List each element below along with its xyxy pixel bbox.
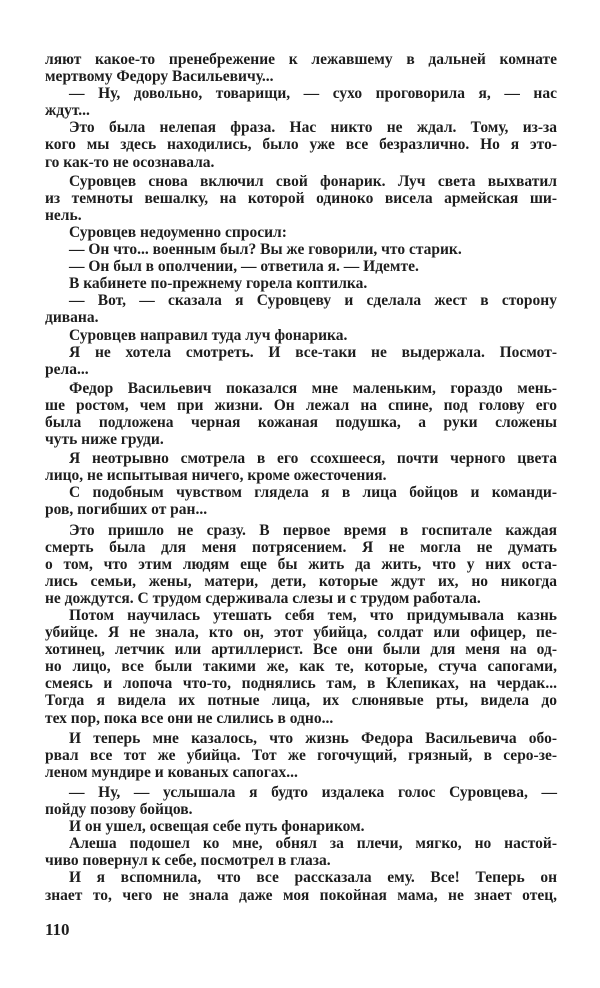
text-line: И он ушел, освещая себе путь фонариком. [69,818,365,836]
text-line: пойду позову бойцов. [45,801,193,819]
text-line: го как-то не осознавала. [45,153,215,171]
text-line: Суровцев направил туда луч фонарика. [69,326,348,344]
text-line: смеясь и лопоча что-то, поднялись там, в Клепиках, на чердак... [45,675,557,693]
paragraph [45,258,557,275]
text-line: С подобным чувством глядела я в лица бойцов и команди- [69,484,557,502]
paragraph [45,380,557,448]
text-line: Тогда я видела их потные лица, их слюнявые рты, видела до [45,692,557,710]
text-line: И я вспомнила, что все рассказала ему. Все! Теперь он [69,869,557,887]
paragraph [45,730,557,781]
text-line: Я неотрывно смотрела в его ссохшееся, почти черного цвета [69,450,557,468]
text-line: — Вот, — сказала я Суровцеву и сделала жест в сторону [69,292,557,310]
page-body-text [45,51,557,904]
text-line: тех пор, пока все они не слились в одно... [45,709,334,727]
text-line: Потом научилась утешать себя тем, что придумывала казнь [69,607,557,624]
paragraph [45,522,557,607]
text-line: хотинец, летчик или артиллерист. Все они были для меня на од- [45,641,557,659]
text-line: из темноты вешалку, на которой одиноко висела армейская ши- [45,189,557,207]
text-line: ляют какое-то пренебрежение к лежавшему в дальней комнате [45,51,557,68]
text-line: Суровцев снова включил свой фонарик. Луч света выхватил [69,172,557,190]
text-line: рвал все тот же убийца. Тот же гогочущий, грязный, в серо-зе- [45,746,557,764]
paragraph [45,85,557,119]
text-line: Алеша подошел ко мне, обнял за плечи, мягко, но настой- [69,835,557,853]
paragraph [45,484,557,518]
text-line: ров, погибших от ран... [45,501,208,519]
page-number: 110 [45,920,70,939]
text-line: нель. [45,206,82,224]
paragraph [45,450,557,484]
paragraph [45,818,557,835]
text-line: — Ну, — услышала я будто издалека голос Суровцева, — [69,783,557,801]
paragraph [45,835,557,869]
paragraph [45,224,557,241]
text-line: чиво повернул к себе, посмотрел в глаза. [45,852,331,870]
paragraph [45,241,557,258]
text-line: Это была нелепая фраза. Нас никто не ждал. Тому, из-за [69,119,557,137]
text-line: была подложена черная кожаная подушка, а руки сложены [45,413,557,431]
text-line: — Ну, довольно, товарищи, — сухо проговорила я, — нас [69,85,557,103]
text-line: но лицо, все были такими же, как те, которые, стуча сапогами, [45,658,557,676]
paragraph [45,292,557,326]
text-line: ждут... [45,102,90,120]
paragraph [45,327,557,344]
paragraph [45,607,557,727]
text-line: лицо, не испытывая ничего, кроме ожесточения. [45,467,387,485]
paragraph [45,275,557,292]
text-line: Я не хотела смотреть. И все-таки не выдержала. Посмот- [69,343,557,361]
paragraph [45,869,557,903]
paragraph [45,173,557,224]
paragraph [45,51,557,85]
text-line: лись семьи, жены, матери, дети, которые ждут их, но никогда [45,572,557,590]
text-line: кого мы здесь находились, было уже все безразлично. Но я это- [45,136,557,154]
text-line: леном мундире и кованых сапогах... [45,763,298,781]
text-line: убийце. Я не знала, кто он, этот убийца, солдат или офицер, пе- [45,624,557,642]
text-line: В кабинете по-прежнему горела коптилка. [69,275,368,293]
text-line: — Он был в ополчении, — ответила я. — Идемте. [69,258,419,276]
text-line: Суровцев недоуменно спросил: [69,223,287,241]
text-line: смерть была для меня потрясением. Я не могла не думать [45,538,557,556]
text-line: — Он что... военным был? Вы же говорили, что старик. [69,241,462,259]
text-line: рела... [45,360,89,378]
paragraph [45,344,557,378]
text-line: ше ростом, чем при жизни. Он лежал на спине, под голову его [45,396,557,414]
paragraph [45,784,557,818]
text-line: Это пришло не сразу. В первое время в госпитале каждая [69,521,557,539]
text-line: дивана. [45,309,99,327]
text-line: Федор Васильевич показался мне маленьким, гораздо мень- [69,379,557,397]
paragraph [45,119,557,170]
text-line: знает то, чего не знала даже моя покойная мама, не знает отец, [45,886,557,904]
text-line: не дождутся. С трудом сдерживала слезы и с трудом работала. [45,589,481,607]
text-line: о том, что этим людям еще бы жить да жить, что у них оста- [45,555,557,573]
text-line: чуть ниже груди. [45,431,164,449]
text-line: И теперь мне казалось, что жизнь Федора Васильевича обо- [69,729,557,747]
text-line: мертвому Федору Васильевичу... [45,68,274,86]
